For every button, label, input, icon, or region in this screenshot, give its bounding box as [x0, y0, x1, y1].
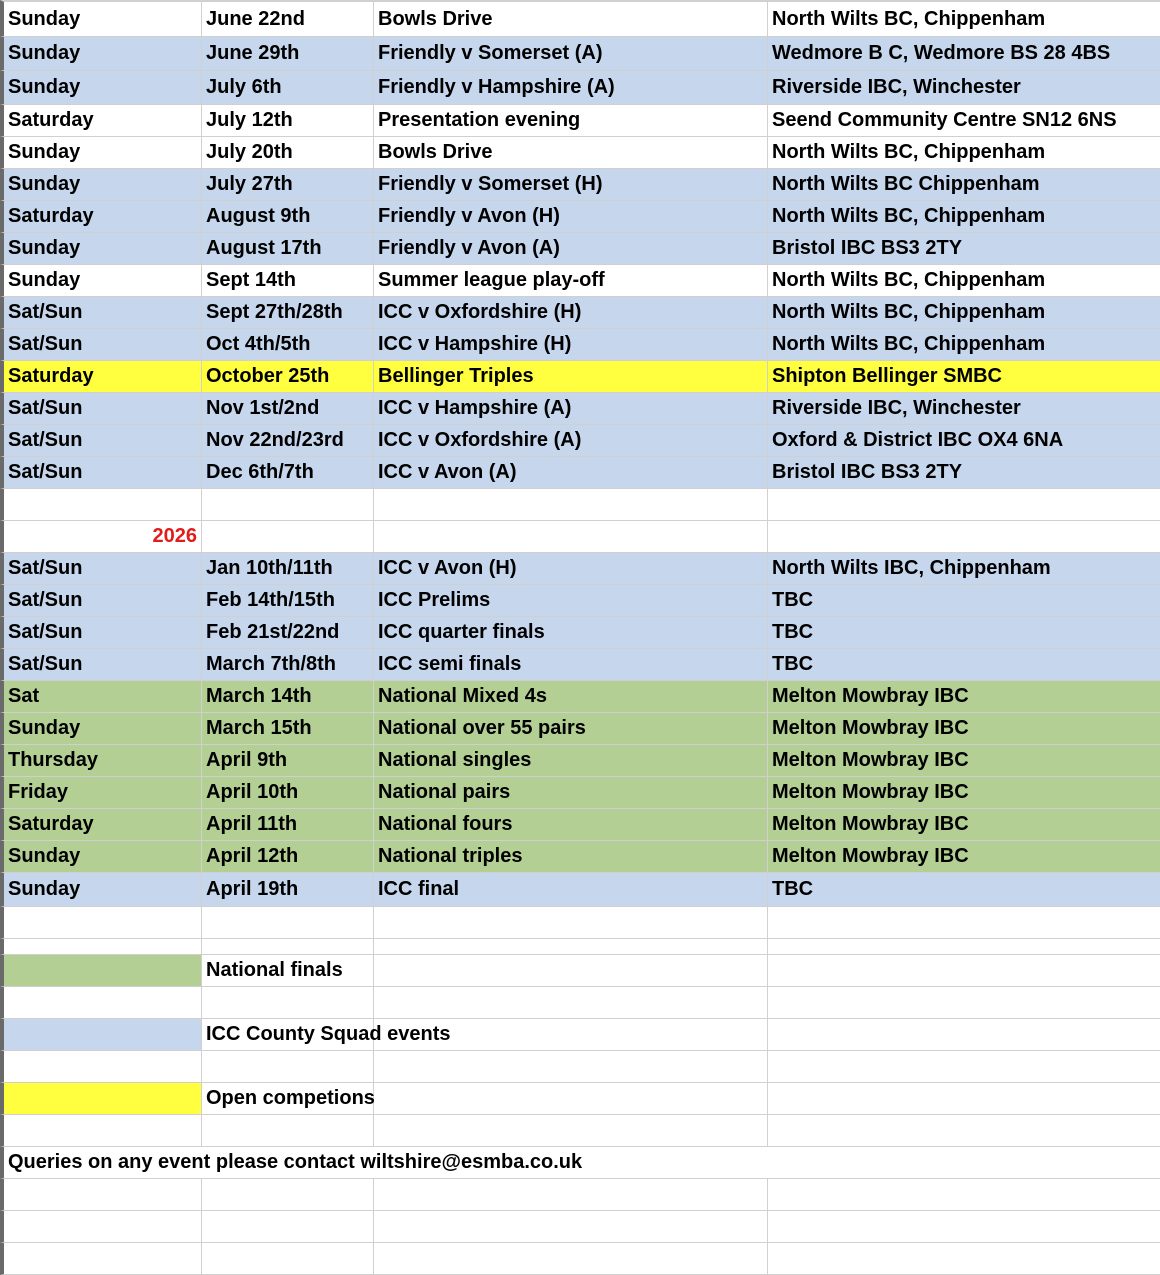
date-cell[interactable]: Sept 14th: [202, 265, 374, 297]
empty-cell[interactable]: [768, 1115, 1160, 1147]
venue-cell[interactable]: North Wilts BC, Chippenham: [768, 329, 1160, 361]
empty-cell[interactable]: [374, 939, 768, 955]
legend-swatch[interactable]: [0, 1083, 202, 1115]
date-cell[interactable]: April 10th: [202, 777, 374, 809]
date-cell[interactable]: October 25th: [202, 361, 374, 393]
table-row: [0, 393, 1160, 425]
table-row: [0, 329, 1160, 361]
empty-cell[interactable]: [768, 939, 1160, 955]
table-row: [0, 297, 1160, 329]
date-cell[interactable]: July 27th: [202, 169, 374, 201]
table-row: [0, 0, 1160, 37]
empty-cell[interactable]: [202, 1243, 374, 1275]
event-cell[interactable]: National Mixed 4s: [374, 681, 768, 713]
empty-cell[interactable]: [768, 1179, 1160, 1211]
date-cell[interactable]: Oct 4th/5th: [202, 329, 374, 361]
table-row: [0, 745, 1160, 777]
day-cell[interactable]: Sat/Sun: [0, 649, 202, 681]
event-cell[interactable]: Summer league play-off: [374, 265, 768, 297]
date-cell[interactable]: April 19th: [202, 873, 374, 907]
day-cell[interactable]: Sat/Sun: [0, 297, 202, 329]
date-cell[interactable]: July 20th: [202, 137, 374, 169]
event-cell[interactable]: National pairs: [374, 777, 768, 809]
venue-cell[interactable]: Wedmore B C, Wedmore BS 28 4BS: [768, 37, 1160, 71]
empty-cell[interactable]: [202, 1115, 374, 1147]
day-cell[interactable]: Thursday: [0, 745, 202, 777]
empty-cell[interactable]: [374, 987, 768, 1019]
day-cell[interactable]: Sat/Sun: [0, 457, 202, 489]
event-cell[interactable]: Bowls Drive: [374, 0, 768, 37]
venue-cell[interactable]: North Wilts IBC, Chippenham: [768, 553, 1160, 585]
venue-cell[interactable]: Melton Mowbray IBC: [768, 713, 1160, 745]
day-cell[interactable]: Sat/Sun: [0, 329, 202, 361]
table-row: [0, 201, 1160, 233]
empty-cell[interactable]: [768, 1211, 1160, 1243]
date-cell[interactable]: March 15th: [202, 713, 374, 745]
date-cell[interactable]: March 7th/8th: [202, 649, 374, 681]
date-cell[interactable]: Jan 10th/11th: [202, 553, 374, 585]
venue-cell[interactable]: TBC: [768, 585, 1160, 617]
table-row: [0, 873, 1160, 907]
venue-cell[interactable]: Seend Community Centre SN12 6NS: [768, 105, 1160, 137]
event-cell[interactable]: National fours: [374, 809, 768, 841]
day-cell[interactable]: Sat/Sun: [0, 425, 202, 457]
venue-cell[interactable]: Melton Mowbray IBC: [768, 809, 1160, 841]
table-row: [0, 777, 1160, 809]
event-cell[interactable]: National over 55 pairs: [374, 713, 768, 745]
empty-cell[interactable]: [374, 521, 768, 553]
empty-cell[interactable]: [0, 489, 202, 521]
date-cell[interactable]: March 14th: [202, 681, 374, 713]
date-cell[interactable]: April 11th: [202, 809, 374, 841]
empty-cell[interactable]: [374, 1083, 768, 1115]
venue-cell[interactable]: North Wilts BC, Chippenham: [768, 297, 1160, 329]
date-cell[interactable]: Dec 6th/7th: [202, 457, 374, 489]
table-row: [0, 809, 1160, 841]
empty-cell[interactable]: [768, 1019, 1160, 1051]
day-cell[interactable]: Saturday: [0, 201, 202, 233]
event-cell[interactable]: National singles: [374, 745, 768, 777]
day-cell[interactable]: Saturday: [0, 361, 202, 393]
empty-cell[interactable]: [202, 1051, 374, 1083]
event-cell[interactable]: ICC v Avon (A): [374, 457, 768, 489]
empty-cell[interactable]: [768, 955, 1160, 987]
empty-row: [0, 1211, 1160, 1243]
venue-cell[interactable]: Riverside IBC, Winchester: [768, 393, 1160, 425]
empty-cell[interactable]: [202, 521, 374, 553]
table-row: [0, 713, 1160, 745]
empty-cell[interactable]: [374, 907, 768, 939]
table-row: [0, 105, 1160, 137]
venue-cell[interactable]: Melton Mowbray IBC: [768, 841, 1160, 873]
event-cell[interactable]: ICC v Oxfordshire (A): [374, 425, 768, 457]
empty-cell[interactable]: [0, 1243, 202, 1275]
empty-cell[interactable]: [374, 1179, 768, 1211]
day-cell[interactable]: Saturday: [0, 105, 202, 137]
table-row: [0, 585, 1160, 617]
legend-swatch[interactable]: [0, 1019, 202, 1051]
event-cell[interactable]: National triples: [374, 841, 768, 873]
empty-cell[interactable]: [202, 489, 374, 521]
empty-row: [0, 1051, 1160, 1083]
date-cell[interactable]: Nov 22nd/23rd: [202, 425, 374, 457]
empty-cell[interactable]: [374, 489, 768, 521]
contact-row: [0, 1147, 1160, 1179]
day-cell[interactable]: Sunday: [0, 265, 202, 297]
event-cell[interactable]: Friendly v Avon (A): [374, 233, 768, 265]
event-cell[interactable]: Friendly v Hampshire (A): [374, 71, 768, 105]
table-row: [0, 553, 1160, 585]
venue-cell[interactable]: Melton Mowbray IBC: [768, 681, 1160, 713]
venue-cell[interactable]: Bristol IBC BS3 2TY: [768, 457, 1160, 489]
table-row: [0, 37, 1160, 71]
table-row: [0, 71, 1160, 105]
empty-cell[interactable]: [0, 1211, 202, 1243]
contact-note[interactable]: Queries on any event please contact wiltshire@esmba.co.uk: [0, 1147, 1160, 1179]
day-cell[interactable]: Sunday: [0, 137, 202, 169]
venue-cell[interactable]: Bristol IBC BS3 2TY: [768, 233, 1160, 265]
day-cell[interactable]: Sunday: [0, 233, 202, 265]
empty-cell[interactable]: [0, 907, 202, 939]
table-row: [0, 681, 1160, 713]
date-cell[interactable]: Feb 14th/15th: [202, 585, 374, 617]
event-cell[interactable]: ICC Prelims: [374, 585, 768, 617]
day-cell[interactable]: Sunday: [0, 0, 202, 37]
table-row: [0, 169, 1160, 201]
day-cell[interactable]: Sunday: [0, 873, 202, 907]
empty-cell[interactable]: [202, 907, 374, 939]
empty-cell[interactable]: [374, 1243, 768, 1275]
legend-label[interactable]: National finals: [202, 955, 374, 987]
legend-label[interactable]: Open competions: [202, 1083, 374, 1115]
venue-cell[interactable]: Melton Mowbray IBC: [768, 745, 1160, 777]
table-row: [0, 425, 1160, 457]
venue-cell[interactable]: North Wilts BC, Chippenham: [768, 137, 1160, 169]
event-cell[interactable]: ICC v Hampshire (A): [374, 393, 768, 425]
day-cell[interactable]: Saturday: [0, 809, 202, 841]
day-cell[interactable]: Friday: [0, 777, 202, 809]
empty-cell[interactable]: [768, 987, 1160, 1019]
event-cell[interactable]: Friendly v Somerset (H): [374, 169, 768, 201]
table-row: [0, 265, 1160, 297]
empty-cell[interactable]: [374, 955, 768, 987]
empty-row: [0, 907, 1160, 939]
venue-cell[interactable]: Oxford & District IBC OX4 6NA: [768, 425, 1160, 457]
year-row: [0, 521, 1160, 553]
empty-cell[interactable]: [374, 1051, 768, 1083]
legend-icc-county-squad: [0, 1019, 1160, 1051]
venue-cell[interactable]: TBC: [768, 873, 1160, 907]
venue-cell[interactable]: Melton Mowbray IBC: [768, 777, 1160, 809]
venue-cell[interactable]: TBC: [768, 617, 1160, 649]
event-cell[interactable]: Presentation evening: [374, 105, 768, 137]
legend-open-competitions: [0, 1083, 1160, 1115]
event-cell[interactable]: ICC quarter finals: [374, 617, 768, 649]
legend-label[interactable]: ICC County Squad events: [202, 1019, 374, 1051]
empty-cell[interactable]: [768, 521, 1160, 553]
empty-cell[interactable]: [768, 1051, 1160, 1083]
day-cell[interactable]: Sunday: [0, 169, 202, 201]
date-cell[interactable]: Sept 27th/28th: [202, 297, 374, 329]
date-cell[interactable]: Feb 21st/22nd: [202, 617, 374, 649]
date-cell[interactable]: August 17th: [202, 233, 374, 265]
day-cell[interactable]: Sat/Sun: [0, 585, 202, 617]
day-cell[interactable]: Sat/Sun: [0, 617, 202, 649]
event-cell[interactable]: ICC v Oxfordshire (H): [374, 297, 768, 329]
empty-cell[interactable]: [202, 1179, 374, 1211]
empty-row: [0, 987, 1160, 1019]
empty-cell[interactable]: [768, 1083, 1160, 1115]
empty-cell[interactable]: [768, 489, 1160, 521]
table-row: [0, 617, 1160, 649]
empty-row: [0, 489, 1160, 521]
table-row: [0, 137, 1160, 169]
day-cell[interactable]: Sat/Sun: [0, 393, 202, 425]
empty-cell[interactable]: [768, 1243, 1160, 1275]
empty-cell[interactable]: [0, 987, 202, 1019]
empty-cell[interactable]: [0, 1115, 202, 1147]
empty-cell[interactable]: [202, 987, 374, 1019]
empty-row: [0, 939, 1160, 955]
day-cell[interactable]: Sunday: [0, 37, 202, 71]
year-label[interactable]: 2026: [0, 521, 202, 553]
venue-cell[interactable]: North Wilts BC, Chippenham: [768, 201, 1160, 233]
event-cell[interactable]: Friendly v Somerset (A): [374, 37, 768, 71]
venue-cell[interactable]: North Wilts BC, Chippenham: [768, 0, 1160, 37]
empty-cell[interactable]: [0, 1051, 202, 1083]
event-cell[interactable]: Friendly v Avon (H): [374, 201, 768, 233]
event-cell[interactable]: ICC final: [374, 873, 768, 907]
legend-swatch[interactable]: [0, 955, 202, 987]
event-cell[interactable]: ICC v Avon (H): [374, 553, 768, 585]
venue-cell[interactable]: Riverside IBC, Winchester: [768, 71, 1160, 105]
empty-cell[interactable]: [374, 1211, 768, 1243]
venue-cell[interactable]: TBC: [768, 649, 1160, 681]
table-row: [0, 361, 1160, 393]
day-cell[interactable]: Sunday: [0, 841, 202, 873]
table-row: [0, 649, 1160, 681]
empty-cell[interactable]: [0, 1179, 202, 1211]
empty-row: [0, 1179, 1160, 1211]
venue-cell[interactable]: Shipton Bellinger SMBC: [768, 361, 1160, 393]
day-cell[interactable]: Sunday: [0, 71, 202, 105]
event-cell[interactable]: Bellinger Triples: [374, 361, 768, 393]
table-row: [0, 233, 1160, 265]
day-cell[interactable]: Sat: [0, 681, 202, 713]
date-cell[interactable]: July 6th: [202, 71, 374, 105]
event-cell[interactable]: ICC v Hampshire (H): [374, 329, 768, 361]
empty-cell[interactable]: [374, 1019, 768, 1051]
table-row: [0, 457, 1160, 489]
empty-cell[interactable]: [202, 1211, 374, 1243]
date-cell[interactable]: June 29th: [202, 37, 374, 71]
date-cell[interactable]: July 12th: [202, 105, 374, 137]
empty-cell[interactable]: [0, 939, 202, 955]
day-cell[interactable]: Sunday: [0, 713, 202, 745]
empty-row: [0, 1115, 1160, 1147]
event-cell[interactable]: ICC semi finals: [374, 649, 768, 681]
empty-cell[interactable]: [202, 939, 374, 955]
day-cell[interactable]: Sat/Sun: [0, 553, 202, 585]
date-cell[interactable]: April 9th: [202, 745, 374, 777]
empty-row: [0, 1243, 1160, 1275]
date-cell[interactable]: June 22nd: [202, 0, 374, 37]
legend-national-finals: [0, 955, 1160, 987]
date-cell[interactable]: August 9th: [202, 201, 374, 233]
venue-cell[interactable]: North Wilts BC Chippenham: [768, 169, 1160, 201]
venue-cell[interactable]: North Wilts BC, Chippenham: [768, 265, 1160, 297]
empty-cell[interactable]: [374, 1115, 768, 1147]
date-cell[interactable]: April 12th: [202, 841, 374, 873]
event-cell[interactable]: Bowls Drive: [374, 137, 768, 169]
date-cell[interactable]: Nov 1st/2nd: [202, 393, 374, 425]
empty-cell[interactable]: [768, 907, 1160, 939]
table-row: [0, 841, 1160, 873]
